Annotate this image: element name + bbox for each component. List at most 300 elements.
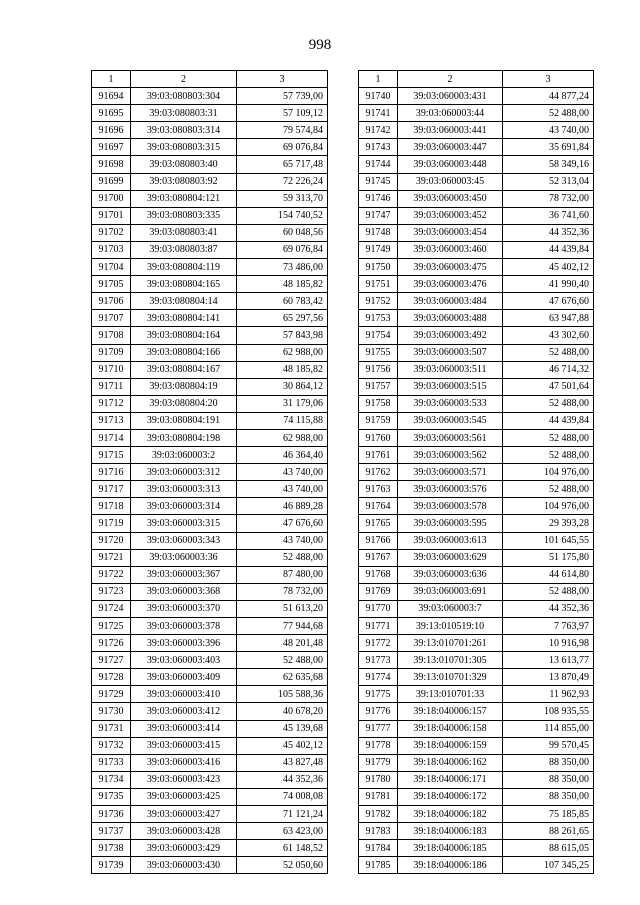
column-header-value: 3	[237, 71, 328, 88]
cadastral-number-cell: 39:03:060003:533	[398, 395, 503, 412]
value-cell: 60 783,42	[237, 293, 328, 310]
cadastral-number-cell: 39:03:060003:452	[398, 207, 503, 224]
table-row	[359, 583, 594, 600]
cadastral-number-cell: 39:03:080803:335	[131, 207, 237, 224]
row-number-cell: 91721	[92, 549, 131, 566]
table-row	[92, 515, 328, 532]
value-cell: 48 185,82	[237, 276, 328, 293]
value-cell: 62 988,00	[237, 429, 328, 446]
column-header-number: 1	[359, 71, 398, 88]
cadastral-number-cell: 39:03:060003:412	[131, 703, 237, 720]
row-number-cell: 91730	[92, 703, 131, 720]
row-number-cell: 91781	[359, 788, 398, 805]
table-row	[359, 498, 594, 515]
table-row	[92, 857, 328, 874]
cadastral-number-cell: 39:03:080803:92	[131, 173, 237, 190]
row-number-cell: 91756	[359, 361, 398, 378]
row-number-cell: 91719	[92, 515, 131, 532]
cadastral-number-cell: 39:03:060003:378	[131, 618, 237, 635]
value-cell: 48 185,82	[237, 361, 328, 378]
value-cell: 108 935,55	[503, 703, 594, 720]
table-row	[359, 669, 594, 686]
cadastral-number-cell: 39:13:010701:329	[398, 669, 503, 686]
cadastral-number-cell: 39:03:060003:45	[398, 173, 503, 190]
cadastral-number-cell: 39:03:060003:448	[398, 156, 503, 173]
table-row	[92, 823, 328, 840]
table-row	[92, 310, 328, 327]
cadastral-number-cell: 39:13:010701:305	[398, 652, 503, 669]
cadastral-number-cell: 39:03:060003:578	[398, 498, 503, 515]
cadastral-number-cell: 39:03:060003:488	[398, 310, 503, 327]
table-row	[92, 88, 328, 105]
cadastral-number-cell: 39:03:060003:414	[131, 720, 237, 737]
table-row	[92, 173, 328, 190]
table-row	[359, 412, 594, 429]
value-cell: 43 302,60	[503, 327, 594, 344]
table-row	[359, 88, 594, 105]
table-body-right	[359, 88, 594, 874]
value-cell: 46 889,28	[237, 498, 328, 515]
value-cell: 7 763,97	[503, 618, 594, 635]
cadastral-number-cell: 39:03:060003:629	[398, 549, 503, 566]
cadastral-number-cell: 39:18:040006:186	[398, 857, 503, 874]
row-number-cell: 91698	[92, 156, 131, 173]
row-number-cell: 91753	[359, 310, 398, 327]
row-number-cell: 91732	[92, 737, 131, 754]
value-cell: 104 976,00	[503, 464, 594, 481]
value-cell: 45 402,12	[503, 259, 594, 276]
cadastral-number-cell: 39:03:060003:492	[398, 327, 503, 344]
value-cell: 104 976,00	[503, 498, 594, 515]
cadastral-number-cell: 39:03:080804:166	[131, 344, 237, 361]
value-cell: 40 678,20	[237, 703, 328, 720]
table-row	[92, 549, 328, 566]
row-number-cell: 91767	[359, 549, 398, 566]
cadastral-number-cell: 39:03:080804:20	[131, 395, 237, 412]
table-row	[92, 105, 328, 122]
cadastral-number-cell: 39:03:060003:44	[398, 105, 503, 122]
row-number-cell: 91751	[359, 276, 398, 293]
value-cell: 44 352,36	[503, 224, 594, 241]
table-row	[359, 720, 594, 737]
value-cell: 52 488,00	[503, 344, 594, 361]
table-row	[92, 276, 328, 293]
table-row	[359, 207, 594, 224]
cadastral-number-cell: 39:03:060003:368	[131, 583, 237, 600]
value-cell: 13 613,77	[503, 652, 594, 669]
row-number-cell: 91700	[92, 190, 131, 207]
row-number-cell: 91715	[92, 447, 131, 464]
table-row	[92, 498, 328, 515]
table-row	[359, 788, 594, 805]
cadastral-number-cell: 39:03:060003:415	[131, 737, 237, 754]
row-number-cell: 91758	[359, 395, 398, 412]
cadastral-number-cell: 39:03:060003:441	[398, 122, 503, 139]
cadastral-number-cell: 39:03:060003:576	[398, 481, 503, 498]
value-cell: 65 297,56	[237, 310, 328, 327]
row-number-cell: 91695	[92, 105, 131, 122]
cadastral-number-cell: 39:03:060003:370	[131, 600, 237, 617]
cadastral-number-cell: 39:03:080804:164	[131, 327, 237, 344]
row-number-cell: 91697	[92, 139, 131, 156]
cadastral-number-cell: 39:03:080803:40	[131, 156, 237, 173]
row-number-cell: 91735	[92, 788, 131, 805]
cadastral-number-cell: 39:03:060003:410	[131, 686, 237, 703]
row-number-cell: 91783	[359, 823, 398, 840]
row-number-cell: 91777	[359, 720, 398, 737]
row-number-cell: 91729	[92, 686, 131, 703]
value-cell: 73 486,00	[237, 259, 328, 276]
value-cell: 63 947,88	[503, 310, 594, 327]
cadastral-number-cell: 39:03:060003:476	[398, 276, 503, 293]
cadastral-number-cell: 39:03:060003:430	[131, 857, 237, 874]
cadastral-number-cell: 39:03:080803:87	[131, 241, 237, 258]
row-number-cell: 91709	[92, 344, 131, 361]
row-number-cell: 91740	[359, 88, 398, 105]
table-row	[359, 224, 594, 241]
row-number-cell: 91728	[92, 669, 131, 686]
table-row	[92, 583, 328, 600]
value-cell: 88 350,00	[503, 754, 594, 771]
table-row	[92, 652, 328, 669]
value-cell: 52 313,04	[503, 173, 594, 190]
table-row	[359, 686, 594, 703]
row-number-cell: 91708	[92, 327, 131, 344]
table-row	[92, 224, 328, 241]
cadastral-number-cell: 39:03:060003:403	[131, 652, 237, 669]
cadastral-number-cell: 39:03:080803:41	[131, 224, 237, 241]
value-cell: 62 988,00	[237, 344, 328, 361]
table-row	[359, 361, 594, 378]
table-row	[92, 259, 328, 276]
cadastral-number-cell: 39:03:060003:511	[398, 361, 503, 378]
value-cell: 88 350,00	[503, 788, 594, 805]
cadastral-number-cell: 39:03:060003:36	[131, 549, 237, 566]
row-number-cell: 91744	[359, 156, 398, 173]
row-number-cell: 91710	[92, 361, 131, 378]
row-number-cell: 91718	[92, 498, 131, 515]
row-number-cell: 91773	[359, 652, 398, 669]
cadastral-number-cell: 39:03:060003:545	[398, 412, 503, 429]
value-cell: 44 352,36	[503, 600, 594, 617]
table-row	[92, 447, 328, 464]
cadastral-number-cell: 39:03:080804:19	[131, 378, 237, 395]
row-number-cell: 91776	[359, 703, 398, 720]
value-cell: 44 614,80	[503, 566, 594, 583]
value-cell: 59 313,70	[237, 190, 328, 207]
table-row	[359, 429, 594, 446]
table-row	[359, 857, 594, 874]
row-number-cell: 91712	[92, 395, 131, 412]
registry-table-right	[358, 70, 594, 874]
cadastral-number-cell: 39:13:010701:33	[398, 686, 503, 703]
row-number-cell: 91774	[359, 669, 398, 686]
table-row	[359, 754, 594, 771]
value-cell: 52 488,00	[503, 481, 594, 498]
value-cell: 47 676,60	[237, 515, 328, 532]
row-number-cell: 91765	[359, 515, 398, 532]
row-number-cell: 91734	[92, 771, 131, 788]
row-number-cell: 91720	[92, 532, 131, 549]
column-header-cadastral: 2	[131, 71, 237, 88]
row-number-cell: 91694	[92, 88, 131, 105]
value-cell: 46 364,40	[237, 447, 328, 464]
value-cell: 13 870,49	[503, 669, 594, 686]
table-row	[92, 703, 328, 720]
row-number-cell: 91701	[92, 207, 131, 224]
row-number-cell: 91733	[92, 754, 131, 771]
row-number-cell: 91762	[359, 464, 398, 481]
cadastral-number-cell: 39:03:080804:167	[131, 361, 237, 378]
value-cell: 41 990,40	[503, 276, 594, 293]
value-cell: 62 635,68	[237, 669, 328, 686]
row-number-cell: 91755	[359, 344, 398, 361]
table-row	[359, 122, 594, 139]
table-row	[92, 669, 328, 686]
cadastral-number-cell: 39:03:060003:561	[398, 429, 503, 446]
table-row	[359, 327, 594, 344]
table-row	[359, 156, 594, 173]
row-number-cell: 91782	[359, 806, 398, 823]
table-row	[92, 429, 328, 446]
cadastral-number-cell: 39:03:060003:343	[131, 532, 237, 549]
value-cell: 52 488,00	[503, 429, 594, 446]
table-row	[359, 310, 594, 327]
cadastral-number-cell: 39:03:080804:141	[131, 310, 237, 327]
table-row	[92, 378, 328, 395]
value-cell: 43 827,48	[237, 754, 328, 771]
row-number-cell: 91725	[92, 618, 131, 635]
table-row	[359, 259, 594, 276]
row-number-cell: 91761	[359, 447, 398, 464]
row-number-cell: 91711	[92, 378, 131, 395]
cadastral-number-cell: 39:03:060003:425	[131, 788, 237, 805]
row-number-cell: 91748	[359, 224, 398, 241]
table-row	[359, 515, 594, 532]
row-number-cell: 91743	[359, 139, 398, 156]
table-row	[359, 293, 594, 310]
value-cell: 48 201,48	[237, 635, 328, 652]
table-row	[359, 241, 594, 258]
row-number-cell: 91706	[92, 293, 131, 310]
row-number-cell: 91771	[359, 618, 398, 635]
row-number-cell: 91722	[92, 566, 131, 583]
row-number-cell: 91726	[92, 635, 131, 652]
value-cell: 71 121,24	[237, 806, 328, 823]
value-cell: 57 109,12	[237, 105, 328, 122]
value-cell: 43 740,00	[237, 464, 328, 481]
row-number-cell: 91714	[92, 429, 131, 446]
value-cell: 105 588,36	[237, 686, 328, 703]
table-row	[92, 566, 328, 583]
cadastral-number-cell: 39:03:060003:7	[398, 600, 503, 617]
value-cell: 58 349,16	[503, 156, 594, 173]
value-cell: 78 732,00	[237, 583, 328, 600]
cadastral-number-cell: 39:18:040006:182	[398, 806, 503, 823]
row-number-cell: 91779	[359, 754, 398, 771]
table-row	[359, 840, 594, 857]
cadastral-number-cell: 39:03:060003:409	[131, 669, 237, 686]
row-number-cell: 91738	[92, 840, 131, 857]
cadastral-number-cell: 39:18:040006:158	[398, 720, 503, 737]
row-number-cell: 91696	[92, 122, 131, 139]
row-number-cell: 91702	[92, 224, 131, 241]
table-row	[92, 293, 328, 310]
row-number-cell: 91704	[92, 259, 131, 276]
row-number-cell: 91699	[92, 173, 131, 190]
cadastral-number-cell: 39:03:060003:484	[398, 293, 503, 310]
value-cell: 51 613,20	[237, 600, 328, 617]
cadastral-number-cell: 39:03:060003:423	[131, 771, 237, 788]
value-cell: 10 916,98	[503, 635, 594, 652]
value-cell: 52 488,00	[237, 652, 328, 669]
value-cell: 36 741,60	[503, 207, 594, 224]
value-cell: 61 148,52	[237, 840, 328, 857]
row-number-cell: 91768	[359, 566, 398, 583]
table-row	[92, 241, 328, 258]
value-cell: 11 962,93	[503, 686, 594, 703]
table-row	[359, 105, 594, 122]
row-number-cell: 91769	[359, 583, 398, 600]
row-number-cell: 91703	[92, 241, 131, 258]
cadastral-number-cell: 39:18:040006:157	[398, 703, 503, 720]
row-number-cell: 91778	[359, 737, 398, 754]
cadastral-number-cell: 39:03:060003:613	[398, 532, 503, 549]
row-number-cell: 91736	[92, 806, 131, 823]
column-header-number: 1	[92, 71, 131, 88]
cadastral-number-cell: 39:03:080803:314	[131, 122, 237, 139]
value-cell: 60 048,56	[237, 224, 328, 241]
value-cell: 57 739,00	[237, 88, 328, 105]
row-number-cell: 91780	[359, 771, 398, 788]
value-cell: 47 676,60	[503, 293, 594, 310]
table-row	[92, 156, 328, 173]
row-number-cell: 91737	[92, 823, 131, 840]
value-cell: 101 645,55	[503, 532, 594, 549]
row-number-cell: 91731	[92, 720, 131, 737]
value-cell: 52 488,00	[503, 395, 594, 412]
value-cell: 65 717,48	[237, 156, 328, 173]
value-cell: 52 050,60	[237, 857, 328, 874]
row-number-cell: 91723	[92, 583, 131, 600]
cadastral-number-cell: 39:03:060003:515	[398, 378, 503, 395]
row-number-cell: 91772	[359, 635, 398, 652]
cadastral-number-cell: 39:03:060003:460	[398, 241, 503, 258]
cadastral-number-cell: 39:03:060003:314	[131, 498, 237, 515]
cadastral-number-cell: 39:03:080804:191	[131, 412, 237, 429]
table-row	[92, 481, 328, 498]
value-cell: 44 877,24	[503, 88, 594, 105]
value-cell: 88 615,05	[503, 840, 594, 857]
value-cell: 45 139,68	[237, 720, 328, 737]
row-number-cell: 91746	[359, 190, 398, 207]
value-cell: 63 423,00	[237, 823, 328, 840]
value-cell: 47 501,64	[503, 378, 594, 395]
table-row	[359, 276, 594, 293]
table-row	[92, 464, 328, 481]
value-cell: 154 740,52	[237, 207, 328, 224]
table-row	[92, 139, 328, 156]
value-cell: 74 115,88	[237, 412, 328, 429]
row-number-cell: 91752	[359, 293, 398, 310]
table-row	[359, 618, 594, 635]
table-row	[359, 395, 594, 412]
table-row	[359, 173, 594, 190]
table-header-row	[92, 71, 328, 88]
table-row	[359, 344, 594, 361]
cadastral-number-cell: 39:18:040006:159	[398, 737, 503, 754]
cadastral-number-cell: 39:03:060003:429	[131, 840, 237, 857]
cadastral-number-cell: 39:03:080803:304	[131, 88, 237, 105]
table-row	[92, 806, 328, 823]
value-cell: 51 175,80	[503, 549, 594, 566]
registry-table-left	[91, 70, 328, 874]
table-row	[92, 412, 328, 429]
cadastral-number-cell: 39:03:060003:367	[131, 566, 237, 583]
value-cell: 43 740,00	[503, 122, 594, 139]
row-number-cell: 91766	[359, 532, 398, 549]
value-cell: 57 843,98	[237, 327, 328, 344]
table-row	[92, 207, 328, 224]
value-cell: 79 574,84	[237, 122, 328, 139]
row-number-cell: 91717	[92, 481, 131, 498]
table-row	[359, 190, 594, 207]
row-number-cell: 91745	[359, 173, 398, 190]
table-row	[359, 139, 594, 156]
table-row	[92, 327, 328, 344]
row-number-cell: 91713	[92, 412, 131, 429]
cadastral-number-cell: 39:03:060003:475	[398, 259, 503, 276]
row-number-cell: 91763	[359, 481, 398, 498]
table-row	[92, 600, 328, 617]
value-cell: 44 439,84	[503, 412, 594, 429]
row-number-cell: 91749	[359, 241, 398, 258]
cadastral-number-cell: 39:03:080803:31	[131, 105, 237, 122]
cadastral-number-cell: 39:03:060003:636	[398, 566, 503, 583]
table-row	[359, 566, 594, 583]
cadastral-number-cell: 39:03:060003:431	[398, 88, 503, 105]
row-number-cell: 91770	[359, 600, 398, 617]
table-row	[359, 549, 594, 566]
row-number-cell: 91727	[92, 652, 131, 669]
table-row	[92, 618, 328, 635]
row-number-cell: 91757	[359, 378, 398, 395]
value-cell: 30 864,12	[237, 378, 328, 395]
table-row	[359, 600, 594, 617]
table-row	[92, 344, 328, 361]
table-row	[92, 771, 328, 788]
cadastral-number-cell: 39:03:060003:396	[131, 635, 237, 652]
table-row	[92, 686, 328, 703]
table-row	[92, 361, 328, 378]
row-number-cell: 91716	[92, 464, 131, 481]
value-cell: 45 402,12	[237, 737, 328, 754]
cadastral-number-cell: 39:03:060003:691	[398, 583, 503, 600]
cadastral-number-cell: 39:18:040006:172	[398, 788, 503, 805]
row-number-cell: 91764	[359, 498, 398, 515]
table-row	[92, 840, 328, 857]
value-cell: 99 570,45	[503, 737, 594, 754]
table-body-left	[92, 88, 328, 874]
table-row	[92, 532, 328, 549]
cadastral-number-cell: 39:03:080804:121	[131, 190, 237, 207]
cadastral-number-cell: 39:03:060003:562	[398, 447, 503, 464]
table-row	[359, 532, 594, 549]
table-row	[359, 464, 594, 481]
table-row	[92, 788, 328, 805]
row-number-cell: 91775	[359, 686, 398, 703]
cadastral-number-cell: 39:18:040006:183	[398, 823, 503, 840]
